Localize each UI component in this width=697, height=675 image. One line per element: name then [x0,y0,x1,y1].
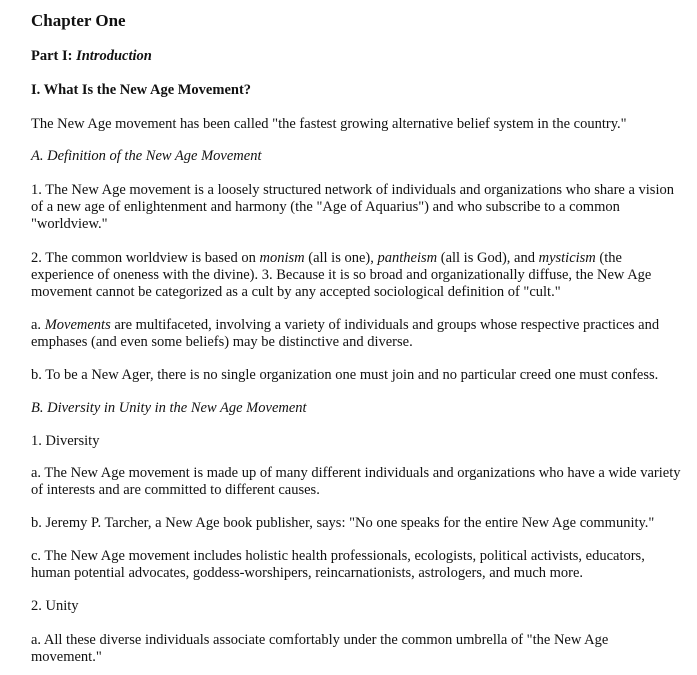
term-pantheism: pantheism [377,250,438,266]
paragraph-2 [31,250,681,301]
unity-paragraph-a: a. All these diverse individuals associate comfortably under the common umbrella of "the New Age movement." [31,632,609,665]
term-mysticism: mysticism [538,250,596,266]
paragraph-2-text: (all is God), and [437,250,539,266]
part-heading [31,47,681,65]
diversity-paragraph-c: c. The New Age movement includes holistic health professionals, ecologists, political activists, educators, human potential advocates, goddess-worshipers, reincarnationists, astrologers, and much more. [31,548,645,581]
intro-paragraph: The New Age movement has been called "the fastest growing alternative belief system in the country." [31,116,627,132]
chapter-title: Chapter One [31,11,126,30]
paragraph-b: b. To be a New Ager, there is no single organization one must join and no particular creed one must confess. [31,367,659,383]
diversity-paragraph-a: a. The New Age movement is made up of many different individuals and organizations who have a wide variety of interests and are committed to different causes. [31,465,681,498]
unity-heading: 2. Unity [31,598,79,614]
paragraph-a-text: are multifaceted, involving a variety of individuals and groups whose respective practices and emphases (and even some beliefs) may be distinctive and diverse. [31,317,660,350]
subsection-b-heading: B. Diversity in Unity in the New Age Movement [31,400,307,416]
paragraph-1: 1. The New Age movement is a loosely structured network of individuals and organizations who share a vision of a new age of enlightenment and harmony (the "Age of Aquarius") and who subscribe to a common "worldview." [31,182,674,232]
diversity-paragraph-b: b. Jeremy P. Tarcher, a New Age book publisher, says: "No one speaks for the entire New Age community." [31,515,655,531]
term-movements: Movements [44,317,111,333]
part-label: Part I: [31,48,77,64]
paragraph-2-text: 2. The common worldview is based on [31,250,260,266]
part-title: Introduction [76,48,152,64]
term-monism: monism [259,250,305,266]
paragraph-2-text: (all is one), [304,250,378,266]
diversity-heading: 1. Diversity [31,433,100,449]
section-heading: I. What Is the New Age Movement? [31,82,252,98]
subsection-a-heading: A. Definition of the New Age Movement [31,148,262,164]
paragraph-a-text: a. [31,317,45,333]
document-page [31,10,681,666]
paragraph-2-text: (the experience of oneness with the divine). 3. Because it is so broad and organizationally diffuse, the New Age movement cannot be categorized as a cult by any accepted sociological definition of "cult." [31,250,652,300]
paragraph-a [31,317,681,351]
